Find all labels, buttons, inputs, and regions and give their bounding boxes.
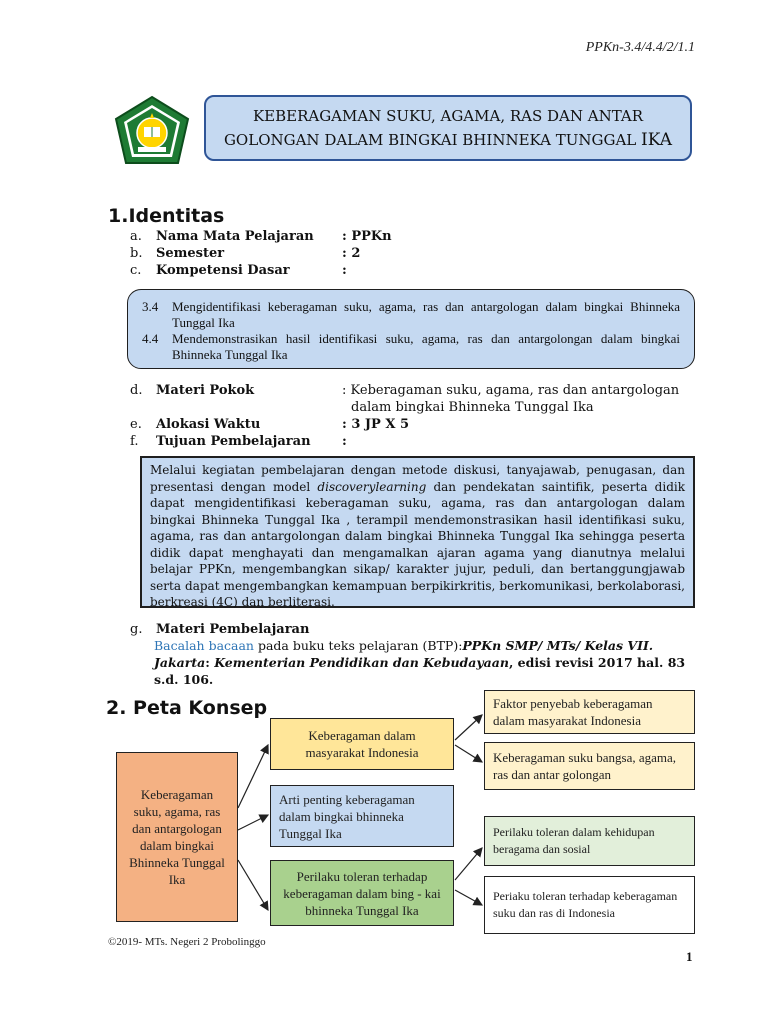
kd-item: 3.4 Mengidentifikasi keberagaman suku, agama, ras dan antargologan dalam bingkai Bhinneka Tunggal Ika (142, 299, 680, 330)
identity-row-semester: b. Semester : 2 (130, 246, 361, 261)
concept-mid-box-2: Arti penting keberagaman dalam bingkai bhinneka Tunggal Ika (270, 785, 454, 847)
section-identitas-heading: 1.Identitas (108, 205, 225, 227)
concept-right-box-2: Keberagaman suku bangsa, agama, ras dan antar golongan (484, 742, 695, 790)
identity-row-tujuan: f. Tujuan Pembelajaran : (130, 434, 347, 449)
title-line-2: GOLONGAN DALAM BINGKAI BHINNEKA TUNGGAL IKA (223, 130, 673, 150)
concept-right-box-1: Faktor penyebab keberagaman dalam masyarakat Indonesia (484, 690, 695, 734)
concept-mid-box-1: Keberagaman dalam masyarakat Indonesia (270, 718, 454, 770)
identity-row-kd: c. Kompetensi Dasar : (130, 263, 347, 278)
concept-mid-box-3: Perilaku toleran terhadap keberagaman dalam bing - kai bhinneka Tunggal Ika (270, 860, 454, 926)
page-number: 1 (686, 949, 693, 964)
footer-copyright: ©2019- MTs. Negeri 2 Probolinggo (108, 936, 266, 948)
identity-row-subject: a. Nama Mata Pelajaran : PPKn (130, 229, 392, 244)
identity-row-materi-pokok: d. Materi Pokok : Keberagaman suku, agama, ras dan antargologan dalam bingkai Bhinneka Tunggal Ika (130, 383, 680, 415)
bacaan-link[interactable]: Bacalah bacaan (154, 638, 254, 653)
section-peta-konsep-heading: 2. Peta Konsep (106, 697, 268, 719)
materi-pembelajaran-text: Bacalah bacaan pada buku teks pelajaran (BTP):PPKn SMP/ MTs/ Kelas VII. Jakarta: Kementerian Pendidikan dan Kebudayaan, edisi revisi 2017 hal. 83 s.d. 106. (154, 638, 686, 687)
kd-item: 4.4 Mendemonstrasikan hasil identifikasi suku, agama, ras dan antargolongan dalam bingkai Bhinneka Tunggal Ika (142, 331, 680, 362)
concept-right-box-3: Perilaku toleran dalam kehidupan beragama dan sosial (484, 816, 695, 866)
concept-right-box-4: Periaku toleran terhadap keberagaman suku dan ras di Indonesia (484, 876, 695, 934)
title-line-1: KEBERAGAMAN SUKU, AGAMA, RAS DAN ANTAR (252, 107, 644, 125)
identity-row-alokasi: e. Alokasi Waktu : 3 JP X 5 (130, 417, 410, 432)
document-code: PPKn-3.4/4.4/2/1.1 (585, 40, 695, 55)
identity-row-materi: g. Materi Pembelajaran (130, 622, 310, 637)
tujuan-pembelajaran-box: Melalui kegiatan pembelajaran dengan metode diskusi, tanyajawab, penugasan, dan presentasi dengan model discoverylearning dan pendekatan saintifik, peserta didik dapat mengidentifikasi keberagaman suku, agama, ras dan antargologan dalam bingkai Bhinneka Tunggal Ika , terampil mendemonstrasikan hasil identifikasi suku, agama, ras dan antargolongan dalam bingkai Bhinneka Tunggal Ika sehingga peserta didik dapat menghayati dan mengamalkan ajaran agama yang dianutnya melalui belajar PPKn, mengembangkan sikap/ karakter jujur, peduli, dan bertanggungjawab serta dapat mengembangkan kemampuan berpikirkritis, berkomunikasi, berkolaborasi, berkreasi (4C) dan berliterasi. (140, 456, 695, 608)
concept-center-box: Keberagaman suku, agama, ras dan antargologan dalam bingkai Bhinneka Tunggal Ika (116, 752, 238, 922)
